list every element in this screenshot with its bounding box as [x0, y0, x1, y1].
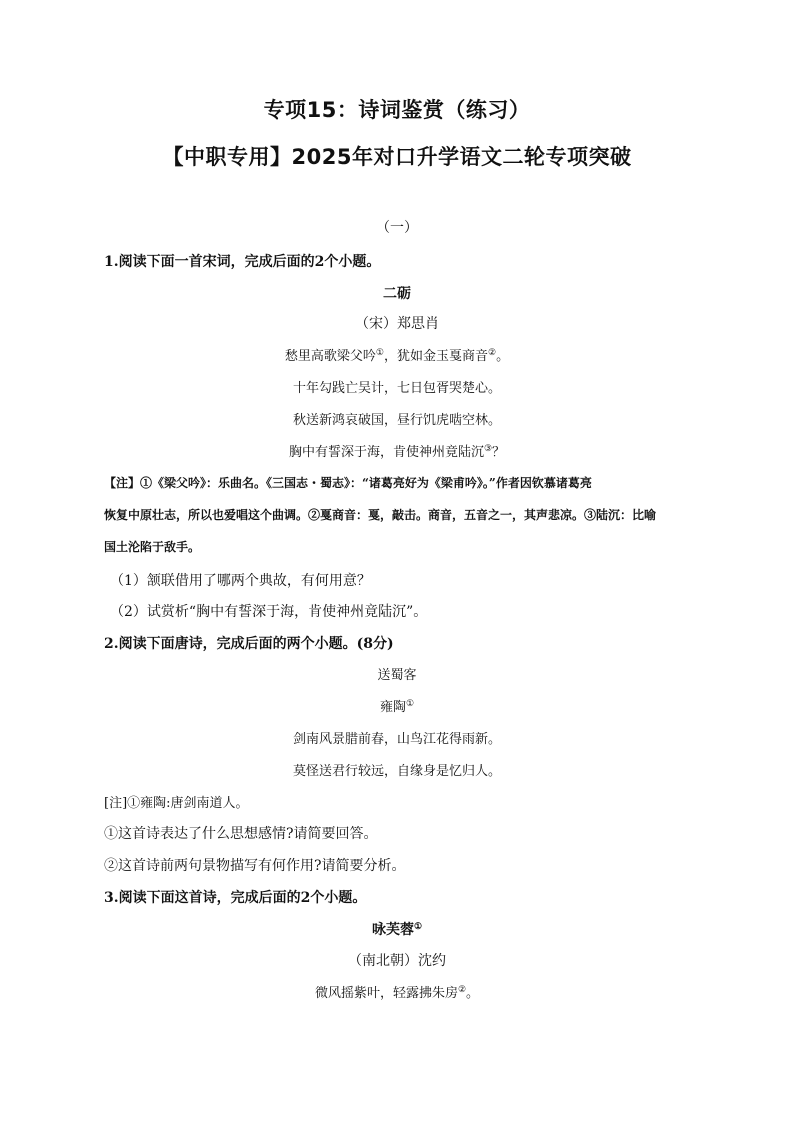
question-2-prompt: 2.阅读下面唐诗，完成后面的两个小题。(8分)	[104, 636, 394, 652]
question-1-prompt: 1.阅读下面一首宋词，完成后面的2个小题。	[104, 254, 381, 270]
poem-2-line-2: 莫怪送君行较远，自缘身是忆归人。	[292, 764, 501, 779]
poem-1-note-line-1: 【注】①《梁父吟》：乐曲名。《三国志・蜀志》：“诸葛亮好为《梁甫吟》。”作者因钦慕诸葛亮	[104, 476, 592, 490]
question-1-sub-1: （1）颔联借用了哪两个典故，有何用意？	[110, 573, 371, 589]
poem-2-author: 雍陶①	[379, 699, 415, 715]
poem-3-author: （南北朝）沈约	[348, 953, 446, 969]
poem-2-title: 送蜀客	[377, 668, 417, 683]
poem-1-note-line-3: 国土沦陷于敌手。	[104, 540, 201, 554]
question-2-sub-1: ①这首诗表达了什么思想感情?请简要回答。	[104, 826, 378, 842]
poem-1-line-1: 愁里高歌梁父吟①，犹如金玉戛商音②。	[284, 348, 510, 364]
question-3-prompt: 3.阅读下面这首诗，完成后面的2个小题。	[104, 890, 367, 906]
poem-3-title: 咏芙蓉①	[371, 922, 423, 938]
poem-1-line-3: 秋送新鸿哀破国，昼行饥虎啮空林。	[292, 413, 501, 428]
poem-2-line-1: 剑南风景腊前春，山鸟江花得雨新。	[292, 732, 501, 747]
question-1-sub-2: （2）试赏析“胸中有誓深于海，肯使神州竟陆沉”。	[110, 604, 428, 620]
question-2-sub-2: ②这首诗前两句景物描写有何作用?请简要分析。	[104, 858, 406, 874]
poem-1-line-4: 胸中有誓深于海，肯使神州竟陆沉③？	[288, 444, 506, 460]
poem-2-note: [注]①雍陶:唐剑南道人。	[104, 796, 249, 811]
page-subtitle: 【中职专用】2025年对口升学语文二轮专项突破	[162, 145, 632, 169]
page-title: 专项15：诗词鉴赏（练习）	[263, 98, 531, 122]
poem-1-title: 二砺	[383, 286, 411, 302]
poem-1-note-line-2: 恢复中原壮志，所以也爱唱这个曲调。②戛商音：戛，敲击。商音，五音之一，其声悲凉。③陆沉：比喻	[104, 508, 657, 522]
section-label: （一）	[376, 220, 418, 236]
poem-1-author: （宋）郑思肖	[355, 316, 439, 332]
poem-3-line-1: 微风摇紫叶，轻露拂朱房②。	[314, 985, 480, 1001]
poem-1-line-2: 十年勾践亡吴计，七日包胥哭楚心。	[292, 381, 501, 396]
